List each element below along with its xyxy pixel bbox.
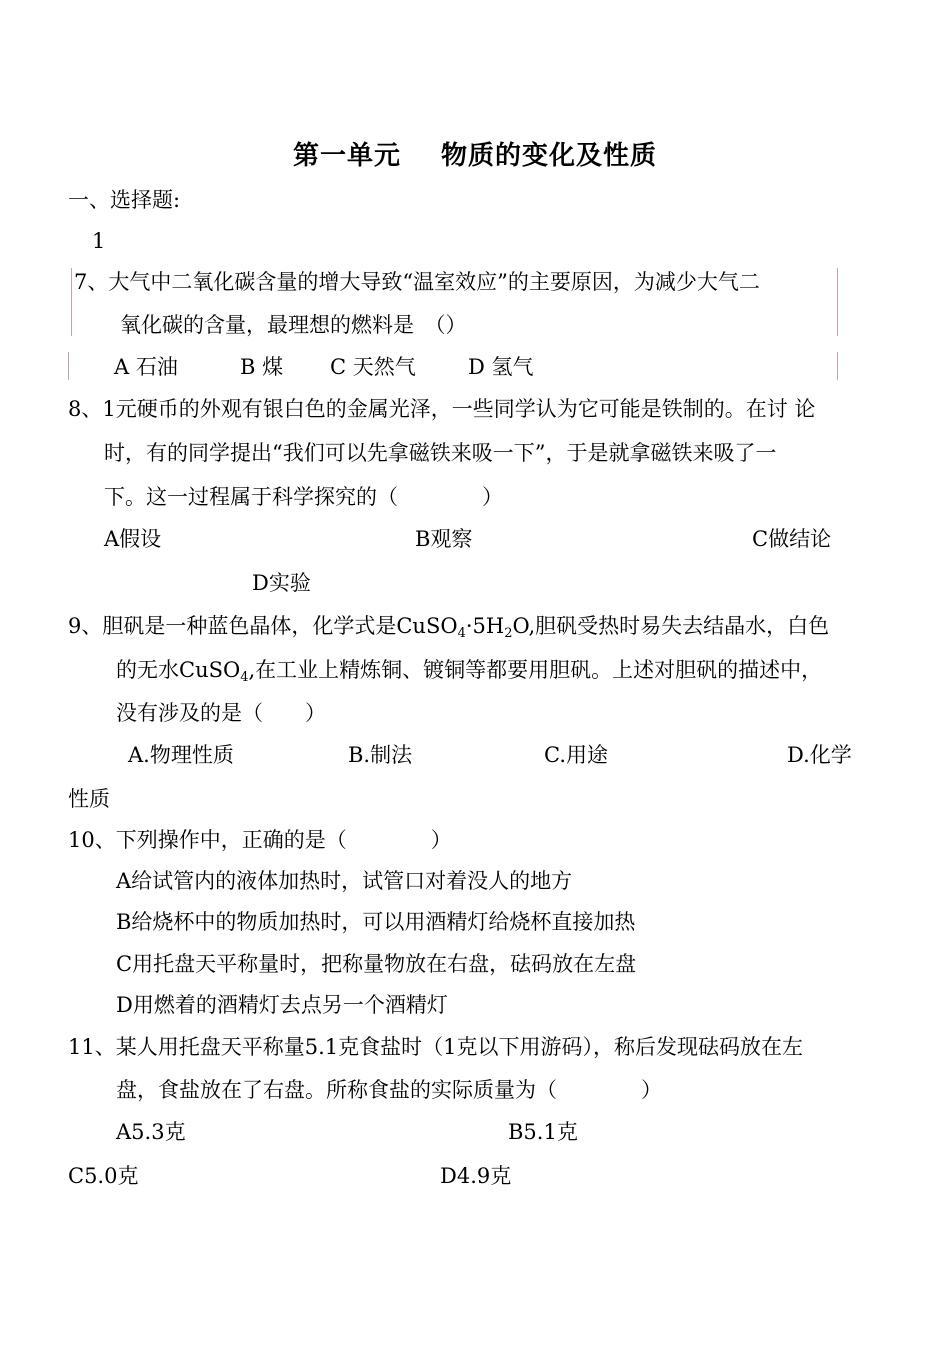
page-number: 1 <box>92 229 106 253</box>
margin-rule-right-lower <box>837 352 838 380</box>
q7-option-b: B 煤 <box>240 355 284 379</box>
margin-rule-right <box>837 268 838 336</box>
q10-option-c: C用托盘天平称量时，把称量物放在右盘，砝码放在左盘 <box>116 952 637 976</box>
q9-line-1: 9、胆矾是一种蓝色晶体，化学式是$CuSO_4\cdot 5H_2O$,胆矾受热时易失去结晶水，白色 <box>68 614 830 641</box>
q9-option-d: D.化学 <box>787 743 852 767</box>
q10-option-d: D用燃着的酒精灯去点另一个酒精灯 <box>116 993 448 1017</box>
q8-line-2: 时，有的同学提出“我们可以先拿磁铁来吸一下”，于是就拿磁铁来吸了一 <box>104 441 777 465</box>
q10-line-1: 10、下列操作中，正确的是（ ） <box>68 828 452 852</box>
q10-option-b: B给烧杯中的物质加热时，可以用酒精灯给烧杯直接加热 <box>116 910 636 934</box>
q8-option-d: D实验 <box>252 571 311 595</box>
q8-option-b: B观察 <box>415 527 473 551</box>
q9-option-a: A.物理性质 <box>128 743 234 767</box>
q7-line-2: 氧化碳的含量，最理想的燃料是 （） <box>120 313 467 337</box>
q11-option-c: C5.0克 <box>68 1164 139 1188</box>
q11-line-1: 11、某人用托盘天平称量5.1克食盐时（1克以下用游码），称后发现砝码放在左 <box>68 1035 803 1059</box>
q8-option-c: C做结论 <box>752 527 832 551</box>
q7-line-1: 7、大气中二氧化碳含量的增大导致“温室效应”的主要原因，为减少大气二 <box>74 270 760 294</box>
q11-option-a: A5.3克 <box>116 1120 186 1144</box>
q7-option-a: A 石油 <box>114 355 178 379</box>
q9-option-c: C.用途 <box>544 743 608 767</box>
q8-line-1: 8、1元硬币的外观有银白色的金属光泽，一些同学认为它可能是铁制的。在讨 论 <box>68 397 816 421</box>
q7-option-c: C 天然气 <box>330 355 416 379</box>
q11-option-d: D4.9克 <box>440 1164 512 1188</box>
q9-option-b: B.制法 <box>348 743 413 767</box>
q11-option-b: B5.1克 <box>508 1120 578 1144</box>
q9-option-d-wrap: 性质 <box>68 787 110 811</box>
margin-rule-left-lower <box>68 352 69 380</box>
margin-rule-left <box>71 268 72 336</box>
page-title: 第一单元 物质的变化及性质 <box>292 141 658 171</box>
q8-line-3: 下。这一过程属于科学探究的（ ） <box>104 485 503 509</box>
q9-line-3: 没有涉及的是（ ） <box>116 701 326 725</box>
q11-line-2: 盘，食盐放在了右盘。所称食盐的实际质量为（ ） <box>116 1078 662 1102</box>
section-heading: 一、选择题: <box>68 188 181 212</box>
q10-option-a: A给试管内的液体加热时，试管口对着没人的地方 <box>116 869 573 893</box>
q9-line-2: 的无水CuSO$_4$,在工业上精炼铜、镀铜等都要用胆矾。上述对胆矾的描述中， <box>116 658 823 685</box>
q8-option-a: A假设 <box>104 527 162 551</box>
q7-option-d: D 氢气 <box>468 355 534 379</box>
